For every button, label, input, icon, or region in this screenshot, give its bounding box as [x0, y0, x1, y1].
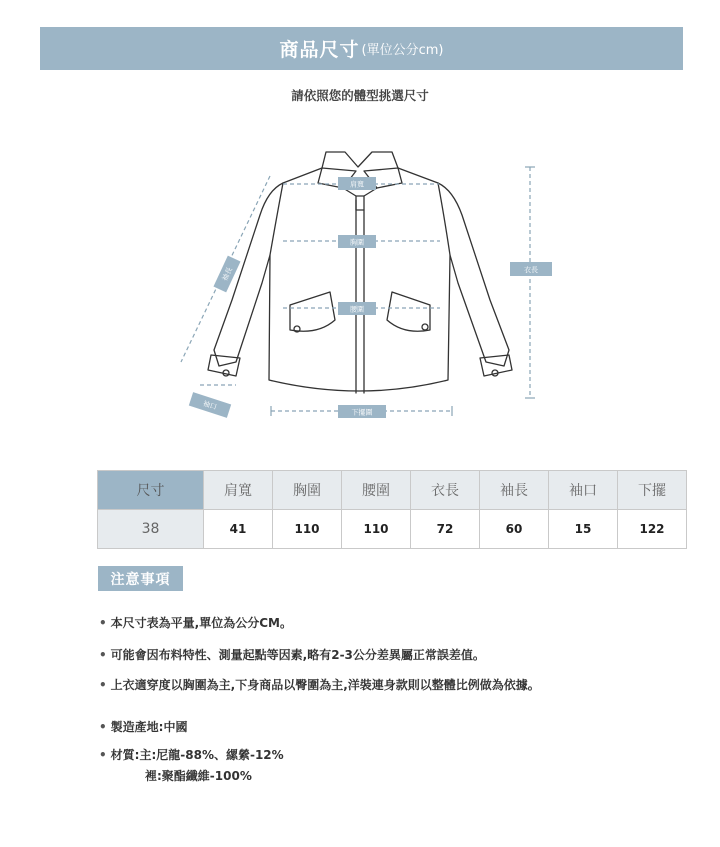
- svg-text:腰圍: 腰圍: [350, 305, 364, 314]
- material-lining: 裡:聚酯纖維-100%: [145, 769, 252, 783]
- size-table: [97, 470, 687, 549]
- notes-title: 注意事項: [98, 566, 183, 591]
- cell-shoulder: 41: [204, 510, 273, 549]
- bullet-icon: •: [99, 648, 107, 662]
- note-text: 上衣適穿度以胸圍為主,下身商品以臀圍為主,洋裝連身款則以整體比例做為依據。: [110, 678, 540, 692]
- page-title: 商品尺寸: [279, 39, 360, 61]
- note-text: 材質:主:尼龍-88%、縲縈-12%: [110, 748, 284, 762]
- cell-sleeve: 60: [480, 510, 549, 549]
- label-shoulder: [338, 177, 376, 190]
- svg-text:下擺圍: 下擺圍: [351, 408, 373, 417]
- note-item: [99, 718, 187, 735]
- label-chest: [338, 235, 376, 248]
- bullet-icon: •: [99, 678, 107, 692]
- note-text: 本尺寸表為平量,單位為公分CM。: [110, 616, 292, 630]
- svg-text:衣長: 衣長: [524, 266, 538, 274]
- header-shoulder: 肩寬: [204, 471, 273, 510]
- header-size: 尺寸: [98, 471, 204, 510]
- cell-size: 38: [98, 510, 204, 549]
- note-text: 製造產地:中國: [110, 720, 188, 734]
- note-item: [99, 614, 292, 631]
- jacket-diagram: [0, 130, 720, 430]
- subtitle: 請依照您的體型挑選尺寸: [291, 88, 429, 103]
- cell-cuff: 15: [549, 510, 618, 549]
- header-length: 衣長: [411, 471, 480, 510]
- header-chest: 胸圍: [273, 471, 342, 510]
- cell-hem: 122: [618, 510, 687, 549]
- note-item: [99, 646, 485, 663]
- svg-text:肩寬: 肩寬: [350, 180, 364, 189]
- bullet-icon: •: [99, 720, 107, 734]
- header-waist: 腰圍: [342, 471, 411, 510]
- note-text: 可能會因布料特性、測量起點等因素,略有2-3公分差異屬正常誤差值。: [110, 648, 485, 662]
- cell-waist: 110: [342, 510, 411, 549]
- label-waist: [338, 302, 376, 315]
- bullet-icon: •: [99, 748, 107, 762]
- header-hem: 下擺: [618, 471, 687, 510]
- svg-text:袖口: 袖口: [201, 399, 218, 412]
- svg-text:袖長: 袖長: [220, 266, 235, 283]
- note-item: [99, 746, 284, 763]
- table-row: [98, 510, 687, 549]
- label-length: [510, 262, 552, 276]
- cell-chest: 110: [273, 510, 342, 549]
- label-cuff: [189, 392, 231, 418]
- svg-text:胸圍: 胸圍: [350, 238, 364, 247]
- unit-label: (單位公分cm): [361, 43, 444, 58]
- header-cuff: 袖口: [549, 471, 618, 510]
- label-hem: [338, 405, 386, 418]
- note-item: [99, 676, 540, 693]
- cell-length: 72: [411, 510, 480, 549]
- bullet-icon: •: [99, 616, 107, 630]
- header-sleeve: 袖長: [480, 471, 549, 510]
- title-banner: [40, 27, 683, 70]
- table-header-row: [98, 471, 687, 510]
